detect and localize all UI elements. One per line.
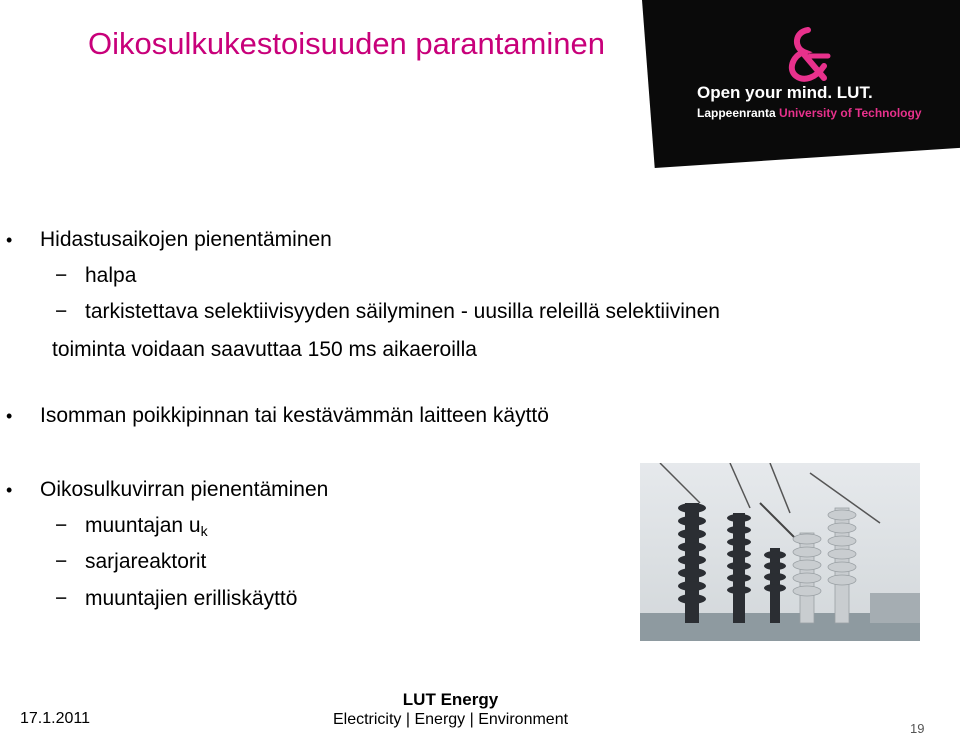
bullet-icon: •: [6, 230, 13, 250]
bullet-2-text: Isomman poikkipinnan tai kestävämmän laitteen käyttö: [40, 404, 549, 427]
footer-brand-subtitle: Electricity | Energy | Environment: [332, 711, 569, 728]
bullet-3-text: Oikosulkuvirran pienentäminen: [40, 478, 329, 501]
footer-brand-title: LUT Energy: [402, 690, 499, 709]
logo-university: [697, 106, 922, 120]
dash-icon: −: [55, 587, 68, 610]
bullet-3-sub-1-subscript: k: [200, 523, 208, 539]
dash-icon: −: [55, 550, 68, 573]
bullet-icon: •: [6, 406, 13, 426]
slide-title: Oikosulkukestoisuuden parantaminen: [88, 26, 605, 61]
logo-university-part1: Lappeenranta: [697, 106, 776, 120]
logo-tagline: Open your mind. LUT.: [697, 83, 873, 102]
page-number: 19: [910, 721, 925, 736]
transformer-insulators-photo: [640, 463, 920, 641]
logo-university-part2: University of Technology: [779, 106, 922, 120]
bullet-icon: •: [6, 480, 13, 500]
bullet-3-sub-3: muuntajien erilliskäyttö: [85, 587, 298, 610]
lut-ampersand-logo-icon: [780, 26, 832, 82]
bullet-3-sub-1-main: muuntajan u: [85, 514, 201, 537]
bullet-1-text: Hidastusaikojen pienentäminen: [40, 228, 332, 251]
bullet-1-sub-1: halpa: [85, 264, 137, 287]
bullet-1-sub-2-line-2: toiminta voidaan saavuttaa 150 ms aikaeroilla: [52, 338, 477, 361]
bullet-3-sub-1: [85, 514, 208, 543]
dash-icon: −: [55, 264, 68, 287]
bullet-3-sub-2: sarjareaktorit: [85, 550, 207, 573]
footer-date: 17.1.2011: [20, 710, 90, 727]
dash-icon: −: [55, 300, 68, 323]
footer-brand: [328, 690, 573, 730]
dash-icon: −: [55, 514, 68, 537]
bullet-1-sub-2-line-1: tarkistettava selektiivisyyden säilyminen - uusilla releillä selektiivinen: [85, 300, 720, 323]
